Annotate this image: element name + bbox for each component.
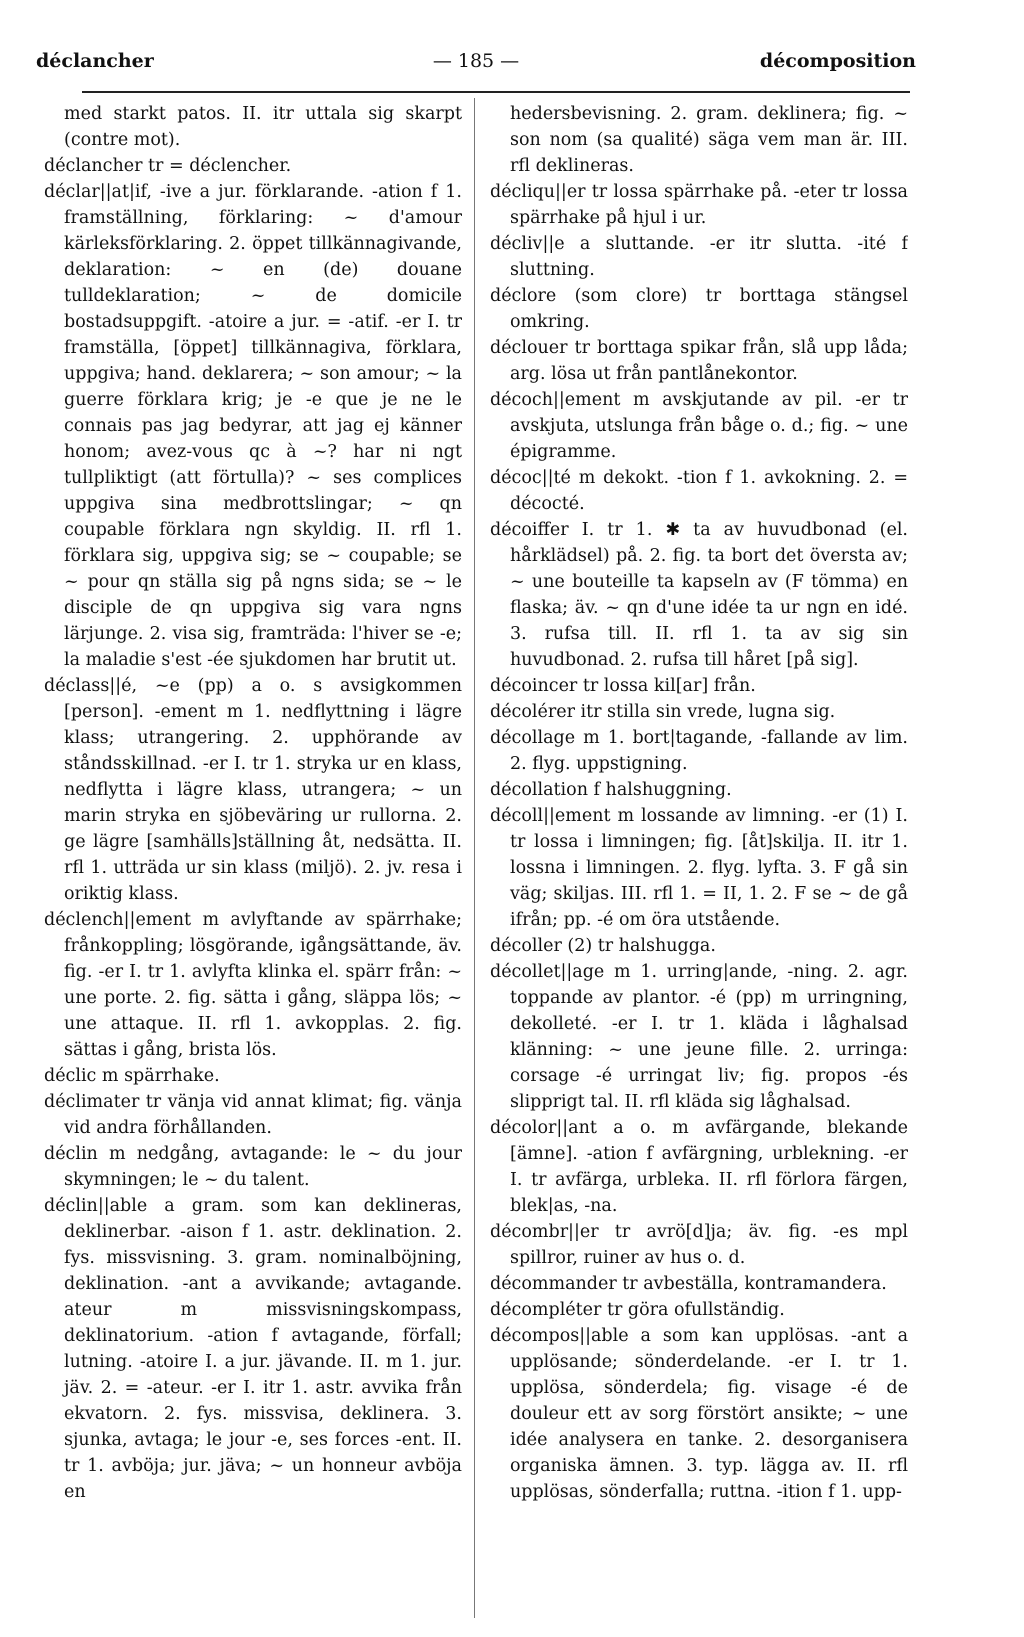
page-header [36,46,916,82]
dictionary-entry: décollage m 1. bort|tagande, -fallande av lim. 2. flyg. uppstigning. [490,728,908,774]
page-number: — 185 — [432,50,520,72]
header-left-guideword: déclancher [36,50,154,72]
dictionary-entry: décliqu||er tr lossa spärrhake på. -eter tr lossa spärrhake på hjul i ur. [490,182,908,228]
dictionary-entry: décombr||er tr avrö[d]ja; äv. fig. -es mpl spillror, ruiner av hus o. d. [490,1222,908,1268]
dictionary-entry: décoc||té m dekokt. -tion f 1. avkokning. 2. = décocté. [490,468,908,514]
dictionary-entry: déclar||at|if, -ive a jur. förklarande. -ation f 1. framställning, förklaring: ~ d'amour kärleksförklaring. 2. öppet tillkännagivande, deklaration: ~ en (de) douane tulldeklaration; ~ de domicile bostadsuppgift. -atoire a jur. = -atif. -er I. tr framställa, [öppet] tillkännagiva, förklara, uppgiva; hand. deklarera; ~ son amour; ~ la guerre förklara krig; je -e que je ne le connais pas jag bedyrar, att jag ej känner honom; avez-vous qc à ~? har ni ngt tullpliktigt (att förtulla)? ~ ses complices uppgiva sina medbrottslingar; ~ qn coupable förklara ngn skyldig. II. rfl 1. förklara sig, uppgiva sig; se ~ coupable; se ~ pour qn ställa sig på ngns sida; se ~ le disciple de qn uppgiva sig vara ngns lärjunge. 2. visa sig, framträda: l'hiver se -e; la maladie s'est -ée sjukdomen har brutit ut. [44,182,462,670]
dictionary-entry: med starkt patos. II. itr uttala sig skarpt (contre mot). [64,104,462,150]
dictionary-entry: décliv||e a sluttande. -er itr slutta. -ité f sluttning. [490,234,908,280]
dictionary-entry: déclench||ement m avlyftande av spärrhake; frånkoppling; lösgörande, igångsättande, äv. fig. -er I. tr 1. avlyfta klinka el. spärr från: ~ une porte. 2. fig. sätta i gång, släppa lös; ~ une attaque. II. rfl 1. avkopplas. 2. fig. sättas i gång, brista lös. [44,910,462,1060]
dictionary-entry: décoll||ement m lossande av limning. -er (1) I. tr lossa i limningen; fig. [åt]skilja. II. itr 1. lossna i limningen. 2. flyg. lyfta. 3. F gå sin väg; skiljas. III. rfl 1. = II, 1. 2. F se ~ de gå ifrån; pp. -é om öra utstående. [490,806,908,930]
right-column [490,101,908,1616]
dictionary-entry: décollet||age m 1. urring|ande, -ning. 2. agr. toppande av plantor. -é (pp) m urringning, dekolleté. -er I. tr 1. kläda i låghalsad klänning: ~ une jeune fille. 2. urringa: corsage -é urringat liv; fig. propos -és slipprigt tal. II. rfl kläda sig låghalsad. [490,962,908,1112]
dictionary-entry: décolor||ant a o. m avfärgande, blekande [ämne]. -ation f avfärgning, urblekning. -er I. tr avfärga, urbleka. II. rfl förlora färgen, blek|as, -na. [490,1118,908,1216]
dictionary-entry: décoincer tr lossa kil[ar] från. [490,676,756,696]
dictionary-entry: déclore (som clore) tr borttaga stängsel omkring. [490,286,908,332]
dictionary-entry: déclin||able a gram. som kan deklineras, deklinerbar. -aison f 1. astr. deklination. 2. fys. missvisning. 3. gram. nominalböjning, deklination. -ant a avvikande; avtagande. ateur m missvisningskompass, deklinatorium. -ation f avtagande, förfall; lutning. -atoire I. a jur. jävande. II. m 1. jur. jäv. 2. = -ateur. -er I. itr 1. astr. avvika från ekvatorn. 2. fys. missvisa, deklinera. 3. sjunka, avtaga; le jour -e, ses forces -ent. II. tr 1. avböja; jur. jäva; ~ un honneur avböja en [44,1196,462,1502]
dictionary-entry: décoiffer I. tr 1. ✱ ta av huvudbonad (el. hårklädsel) på. 2. fig. ta bort det översta av; ~ une bouteille ta kapseln av (F tömma) en flaska; äv. ~ qn d'une idée ta ur ngn en idé. 3. rufsa till. II. rfl 1. ta av sig sin huvudbonad. 2. rufsa till håret [på sig]. [490,520,908,670]
column-divider [474,98,475,1618]
dictionary-entry: décompos||able a som kan upplösas. -ant a upplösande; sönderdelande. -er I. tr 1. upplösa, sönderdela; fig. visage -é de douleur ett av sorg förstört ansikte; ~ une idée analysera en tanke. 2. desorganisera organiska ämnen. 3. typ. lägga av. II. rfl upplösas, sönderfalla; ruttna. -ition f 1. upp- [490,1326,908,1502]
dictionary-entry: décolérer itr stilla sin vrede, lugna sig. [490,702,836,722]
dictionary-entry: décommander tr avbeställa, kontramandera. [490,1274,887,1294]
dictionary-entry: déclouer tr borttaga spikar från, slå upp låda; arg. lösa ut från pantlånekontor. [490,338,908,384]
dictionary-entry: déclic m spärrhake. [44,1066,220,1086]
dictionary-entry: hedersbevisning. 2. gram. deklinera; fig. ~ son nom (sa qualité) säga vem man är. III. rfl deklineras. [510,104,908,176]
dictionary-entry: décompléter tr göra ofullständig. [490,1300,785,1320]
left-column [44,101,462,1616]
header-right-guideword: décomposition [759,50,916,72]
header-rule [82,91,910,93]
dictionary-entry: déclancher tr = déclencher. [44,156,292,176]
dictionary-entry: décoch||ement m avskjutande av pil. -er tr avskjuta, utslunga från båge o. d.; fig. ~ une épigramme. [490,390,908,462]
dictionary-entry: décoller (2) tr halshugga. [490,936,716,956]
dictionary-entry: déclin m nedgång, avtagande: le ~ du jour skymningen; le ~ du talent. [44,1144,462,1190]
dictionary-entry: déclass||é, ~e (pp) a o. s avsigkommen [person]. -ement m 1. nedflyttning i lägre klass; utrangering. 2. upphörande av ståndsskillnad. -er I. tr 1. stryka ur en klass, nedflytta i lägre klass, utrangera; ~ un marin stryka en sjöbeväring ur rullorna. 2. ge lägre [samhälls]ställning åt, nedsätta. II. rfl 1. utträda ur sin klass (miljö). 2. jv. resa i oriktig klass. [44,676,462,904]
dictionary-entry: décollation f halshuggning. [490,780,732,800]
dictionary-entry: déclimater tr vänja vid annat klimat; fig. vänja vid andra förhållanden. [44,1092,462,1138]
